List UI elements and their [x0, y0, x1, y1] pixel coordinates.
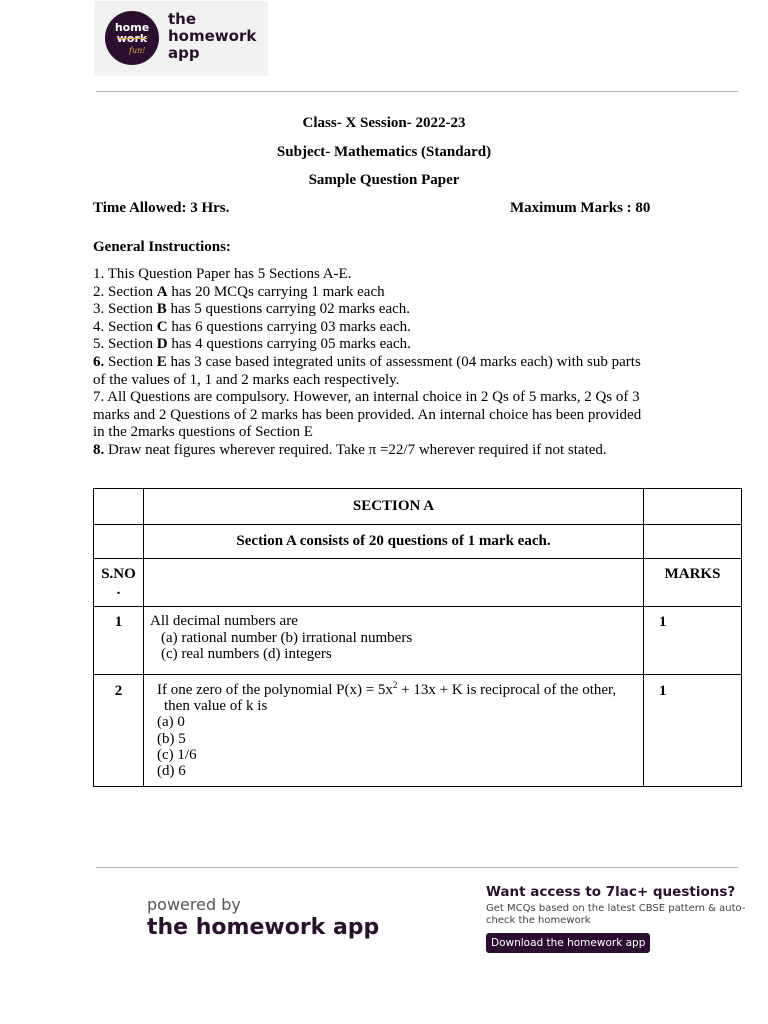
- instruction-1: 1. This Question Paper has 5 Sections A-E.: [93, 266, 352, 282]
- footer-brand: the homework app: [147, 915, 380, 940]
- question-table: [93, 488, 742, 787]
- question-number: 1: [94, 607, 144, 675]
- logo-badge-script: fun!: [129, 46, 146, 55]
- instruction-4: 4. Section C has 6 questions carrying 03 marks each.: [93, 318, 411, 335]
- paper-title: Sample Question Paper: [308, 172, 460, 188]
- table-row: [94, 675, 742, 787]
- question-marks: 1: [644, 607, 742, 675]
- instructions-list: [93, 266, 673, 460]
- logo-badge: [105, 11, 159, 65]
- logo-name-line1: the: [168, 10, 197, 28]
- logo: [94, 1, 268, 76]
- instruction-3: 3. Section B has 5 questions carrying 02 marks each.: [93, 301, 411, 318]
- subject: Subject- Mathematics (Standard): [276, 144, 492, 160]
- instruction-7-line2: marks and 2 Questions of 2 marks has been provided. An internal choice has been provided: [93, 406, 642, 423]
- section-desc-row: [94, 525, 742, 559]
- footer-divider: [96, 867, 738, 868]
- logo-badge-line2: work: [116, 32, 148, 45]
- max-marks: Maximum Marks : 80: [510, 200, 651, 216]
- class-session: Class- X Session- 2022-23: [302, 115, 466, 131]
- question-text: All decimal numbers are (a) rational number (b) irrational numbers (c) real numbers (d) integers: [144, 607, 644, 675]
- section-title-row: [94, 489, 742, 525]
- logo-badge-line1: home: [114, 21, 150, 34]
- question-marks: 1: [644, 675, 742, 787]
- column-header-sno: S.NO .: [94, 559, 144, 607]
- time-allowed: Time Allowed: 3 Hrs.: [93, 200, 230, 216]
- instructions-heading: General Instructions:: [93, 239, 231, 255]
- section-title: SECTION A: [144, 489, 644, 525]
- logo-name-line2: homework: [168, 27, 257, 45]
- powered-by-label: powered by: [147, 895, 241, 914]
- instruction-2: 2. Section A has 20 MCQs carrying 1 mark each: [93, 283, 385, 300]
- logo-name-line3: app: [168, 44, 200, 62]
- question-text: If one zero of the polynomial $P(x) = 5x^2 + 13x + K$ is reciprocal of the other, then value of k is (a) 0 (b) 5 (c) 1/6 (d) 6: [144, 675, 644, 787]
- question-number: 2: [94, 675, 144, 787]
- instruction-7-line3: in the 2marks questions of Section E: [93, 424, 313, 441]
- instruction-6-cont: of the values of 1, 1 and 2 marks each respectively.: [93, 371, 400, 388]
- table-header-row: [94, 559, 742, 607]
- instruction-5: 5. Section D has 4 questions carrying 05 marks each.: [93, 336, 411, 353]
- table-row: [94, 607, 742, 675]
- logo-wordmark: [168, 11, 256, 62]
- promo-subtext: Get MCQs based on the latest CBSE pattern & auto-check the homework: [486, 903, 746, 926]
- download-app-button[interactable]: Download the homework app: [486, 933, 650, 953]
- instruction-6: 6. Section E has 3 case based integrated units of assessment (04 marks each) with sub parts: [93, 353, 641, 370]
- section-description: Section A consists of 20 questions of 1 mark each.: [144, 525, 644, 559]
- column-header-marks: MARKS: [644, 559, 742, 607]
- header-divider: [96, 91, 738, 92]
- promo-heading: Want access to 7lac+ questions?: [486, 884, 736, 900]
- instruction-7-line1: 7. All Questions are compulsory. However, an internal choice in 2 Qs of 5 marks, 2 Qs of 3: [93, 389, 640, 406]
- instruction-8: 8. Draw neat figures wherever required. Take π =22/7 wherever required if not stated.: [93, 441, 607, 458]
